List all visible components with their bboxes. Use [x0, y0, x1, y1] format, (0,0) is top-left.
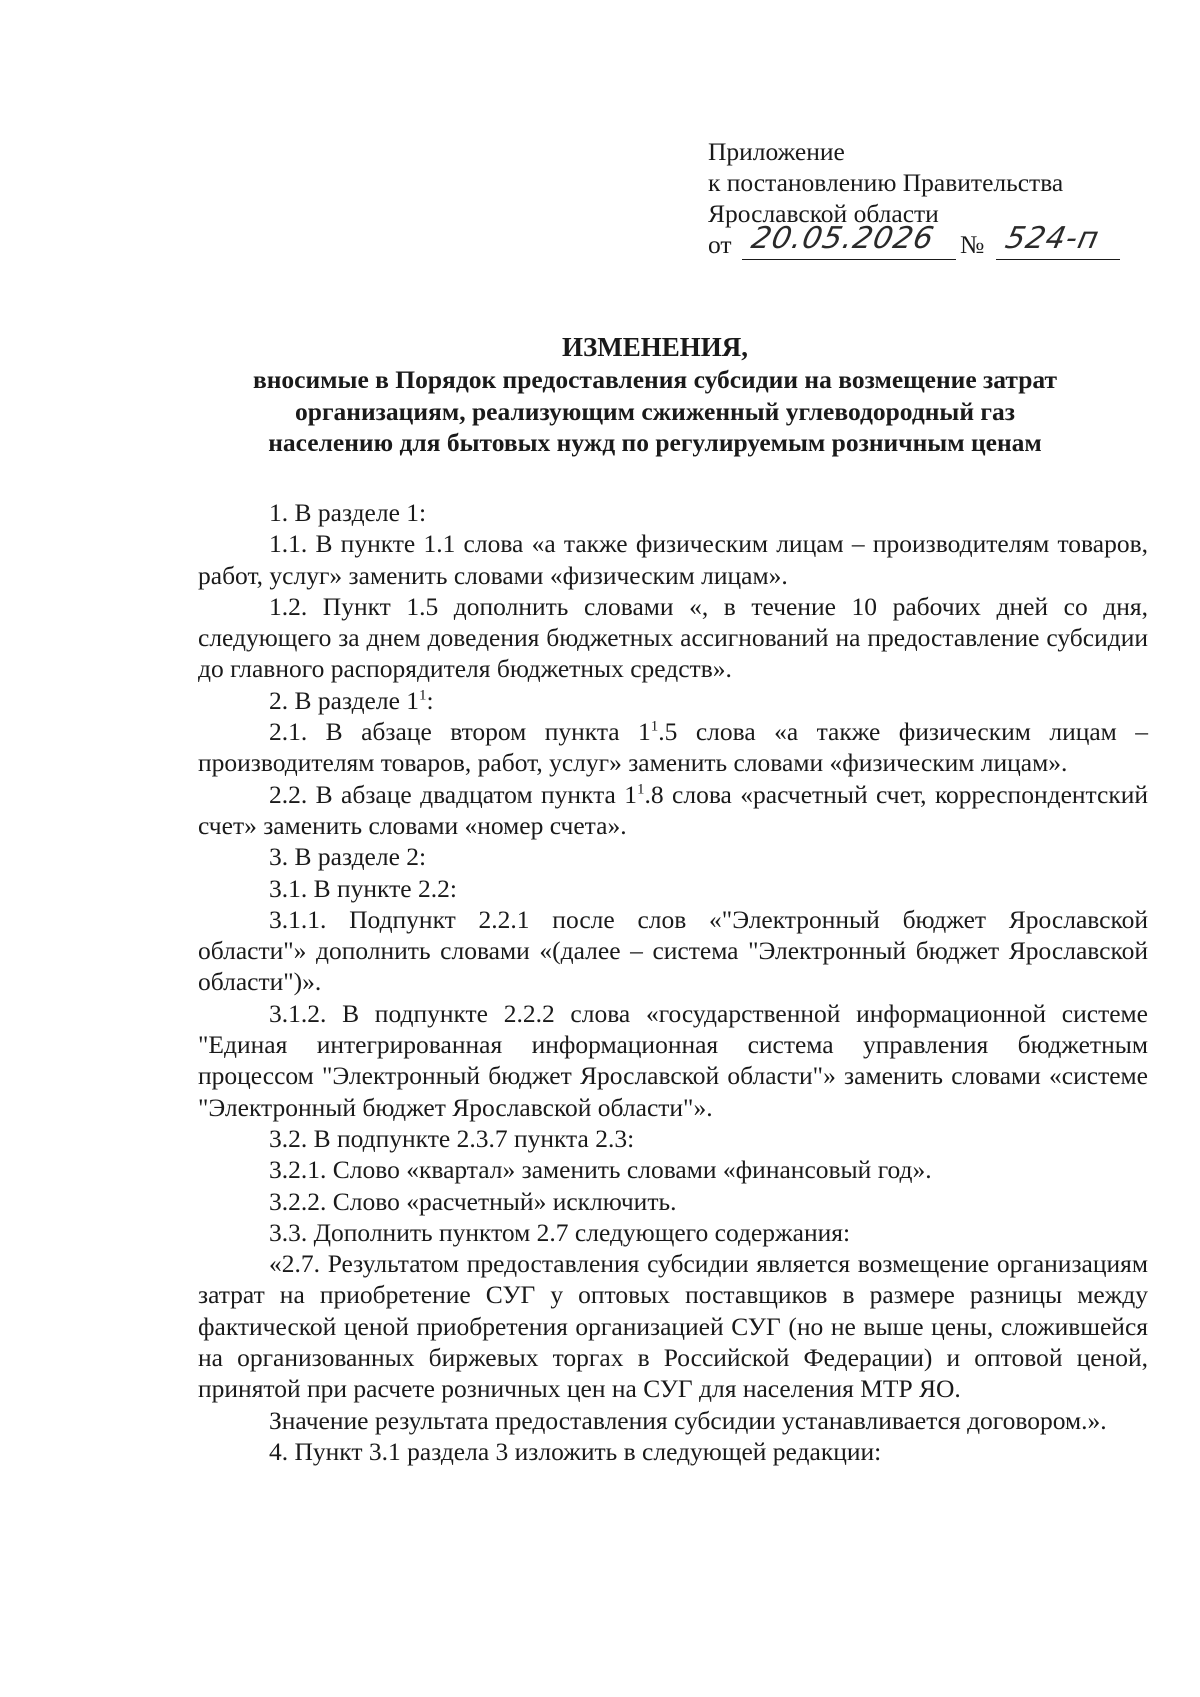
date-underline: [742, 259, 956, 260]
paragraph: 3.2.2. Слово «расчетный» исключить.: [269, 1186, 677, 1216]
from-label: от: [708, 230, 732, 259]
paragraph-text: 2.1. В абзаце втором пункта 1: [269, 717, 651, 747]
paragraph: 1.1. В пункте 1.1 слова «а также физическим лицам – производителям товаров, работ, услуг» заменить словами «физическим лицам».: [198, 529, 1148, 590]
handwritten-date: 20.05.2026: [748, 221, 938, 256]
paragraph: 3.3. Дополнить пунктом 2.7 следующего содержания:: [269, 1217, 851, 1247]
title-line-1: вносимые в Порядок предоставления субсидии на возмещение затрат: [252, 365, 1058, 394]
paragraph: 3.2.1. Слово «квартал» заменить словами «финансовый год».: [269, 1155, 932, 1185]
appendix-header: [708, 136, 1148, 263]
paragraph-text: 2.2. В абзаце двадцатом пункта 1: [269, 779, 638, 809]
paragraph-text: .8 слова «расчетный счет, корреспондентский счет» заменить словами «номер счета».: [198, 779, 1148, 840]
title-line-3: населению для бытовых нужд по регулируемым розничным ценам: [268, 428, 1042, 457]
document-body: [198, 497, 1148, 1467]
paragraph: 3.1. В пункте 2.2:: [269, 873, 457, 903]
title-main: ИЗМЕНЕНИЯ,: [561, 332, 748, 362]
paragraph: 3. В разделе 2:: [269, 842, 427, 872]
superscript: 1: [419, 687, 427, 704]
handwritten-number: 524-п: [1002, 221, 1103, 256]
paragraph-text: .5 слова «а также физическим лицам – производителям товаров, работ, услуг» заменить словами «физическим лицам».: [198, 717, 1148, 778]
superscript: 1: [650, 718, 659, 735]
title-line-2: организациям, реализующим сжиженный углеводородный газ: [295, 396, 1015, 426]
appendix-title: Приложение: [708, 137, 845, 166]
paragraph: «2.7. Результатом предоставления субсидии является возмещение организациям затрат на приобретение СУГ у оптовых поставщиков в размере разницы между фактической ценой приобретения организацией СУГ (но не выше цены, сложившейся на организованных биржевых торгах в Российской Федерации) и оптовой ценой, принятой при расчете розничных цен на СУГ для населения МТР ЯО.: [198, 1249, 1148, 1404]
paragraph: [198, 779, 1148, 842]
paragraph: 1. В разделе 1:: [269, 498, 427, 527]
date-number-line: [708, 221, 1148, 263]
paragraph: [198, 716, 1148, 779]
number-underline: [996, 259, 1120, 260]
paragraph: [198, 685, 1148, 716]
superscript: 1: [637, 781, 645, 798]
appendix-reference: к постановлению Правительства: [708, 168, 1064, 197]
appendix-region: Ярославской области: [708, 199, 939, 228]
paragraph: 4. Пункт 3.1 раздела 3 изложить в следующей редакции:: [269, 1436, 882, 1466]
paragraph: 3.1.1. Подпункт 2.2.1 после слов «"Электронный бюджет Ярославской области"» дополнить словами «(далее – система "Электронный бюджет Ярославской области")».: [198, 904, 1148, 997]
number-label: №: [960, 230, 985, 259]
paragraph: Значение результата предоставления субсидии устанавливается договором.».: [269, 1405, 1107, 1435]
paragraph: 3.1.2. В подпункте 2.2.2 слова «государственной информационной системе "Единая интегрированная информационная система управления бюджетным процессом "Электронный бюджет Ярославской области"» заменить словами «системе "Электронный бюджет Ярославской области"».: [198, 998, 1148, 1122]
paragraph: 3.2. В подпункте 2.3.7 пункта 2.3:: [269, 1123, 635, 1153]
paragraph-text: :: [426, 685, 434, 715]
paragraph: 1.2. Пункт 1.5 дополнить словами «, в течение 10 рабочих дней со дня, следующего за днем доведения бюджетных ассигнований на предоставление субсидии до главного распорядителя бюджетных средств».: [198, 591, 1148, 684]
document-title: [180, 330, 1130, 459]
paragraph-text: 2. В разделе 1: [269, 685, 420, 715]
